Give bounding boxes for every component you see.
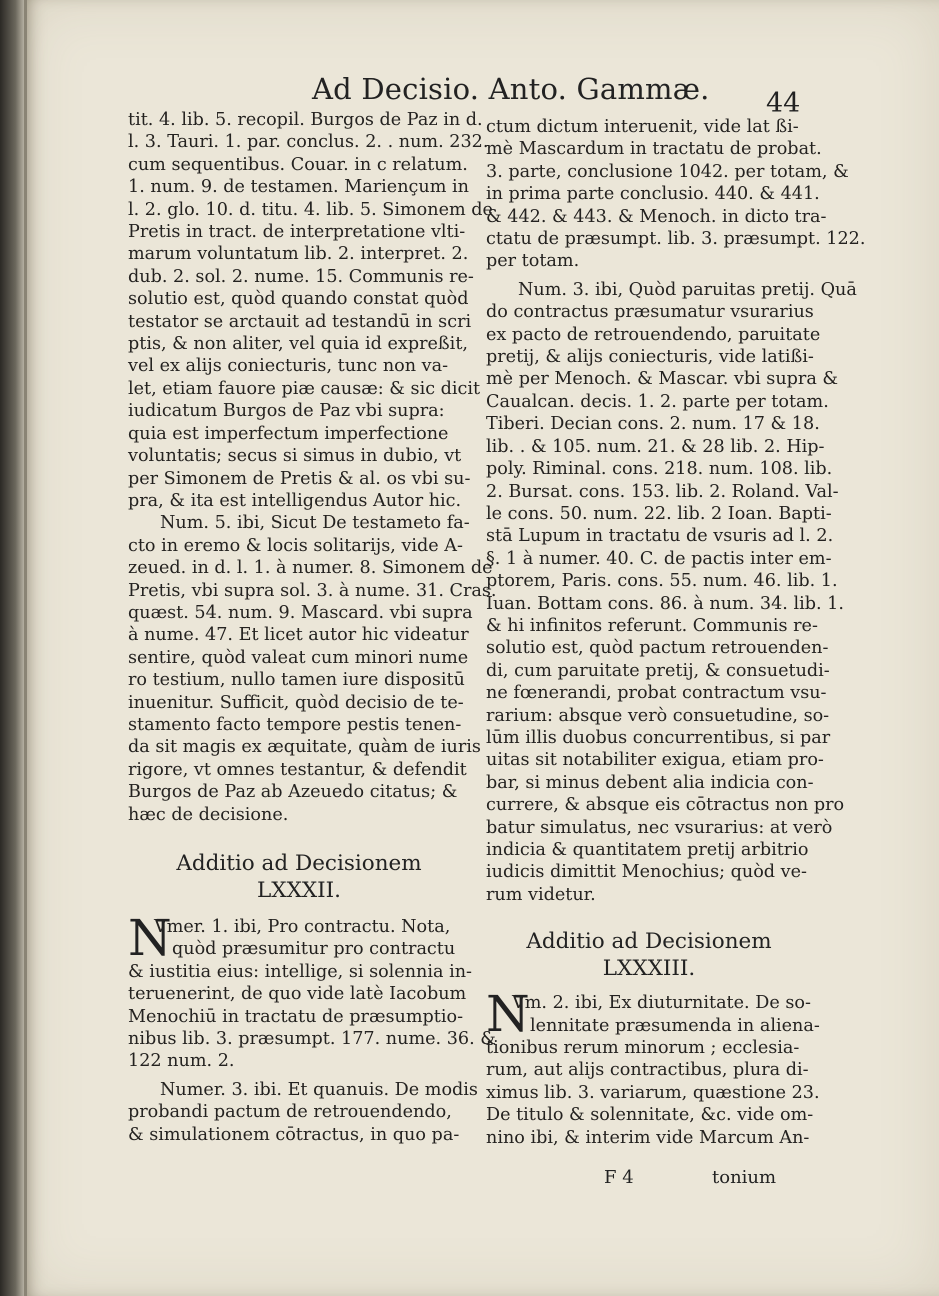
text-line: rarium: absque verò consuetudine, so- (486, 705, 830, 726)
section-number: LXXXIII. (602, 956, 696, 982)
text-line: & hi infinitos referunt. Communis re- (486, 615, 818, 636)
text-line: & iustitia eius: intellige, si solennia in- (128, 961, 472, 982)
text-line: rum, aut alijs contractibus, plura di- (486, 1060, 809, 1081)
text-line: Burgos de Paz ab Azeuedo citatus; & (128, 782, 458, 803)
text-line: nibus lib. 3. præsumpt. 177. nume. 36. & (128, 1029, 496, 1050)
text-line: mè per Menoch. & Mascar. vbi supra & (486, 369, 839, 390)
text-line: & 442. & 443. & Menoch. in dicto tra- (486, 206, 827, 227)
text-line: Vmer. 1. ibi, Pro contractu. Nota, (154, 917, 451, 937)
text-line: l. 2. glo. 10. d. titu. 4. lib. 5. Simonem de (128, 199, 493, 220)
text-line: Iuan. Bottam cons. 86. à num. 34. lib. 1. (486, 593, 844, 614)
text-line: iudicatum Burgos de Paz vbi supra: (128, 401, 445, 422)
section-title-line: Additio ad Decisionem (176, 851, 422, 876)
text-line: Num. 5. ibi, Sicut De testameto fa- (160, 513, 470, 534)
text-line: indicia & quantitatem pretij arbitrio (486, 840, 809, 860)
text-line: testator se arctauit ad testandū in scri (128, 311, 472, 332)
text-line: solutio est, quòd pactum retrouenden- (486, 638, 829, 659)
text-line: do contractus præsumatur vsurarius (486, 302, 814, 323)
text-line: quæst. 54. num. 9. Mascard. vbi supra (128, 602, 473, 623)
text-line: l. 3. Tauri. 1. par. conclus. 2. . num. 232. (128, 132, 489, 153)
section-title-lxxxiii (486, 928, 806, 982)
text-line: 2. Bursat. cons. 153. lib. 2. Roland. Val- (486, 481, 839, 502)
text-line: bar, si minus debent alia indicia con- (486, 772, 814, 793)
left-after-dropcap (128, 961, 496, 1073)
dropcap-letter: N (128, 909, 172, 967)
left-top-paragraph (128, 109, 493, 512)
signature-mark: F 4 (604, 1167, 634, 1188)
text-line: Pretis in tract. de interpretatione vlti- (128, 222, 466, 243)
text-line: sentire, quòd valeat cum minori nume (128, 647, 469, 668)
left-last-paragraph (128, 1079, 478, 1146)
right-mid-paragraph (486, 279, 857, 906)
text-line: le cons. 50. num. 22. lib. 2 Ioan. Bapti- (486, 503, 832, 524)
text-line: teruenerint, de quo vide latè Iacobum (128, 984, 467, 1005)
text-line: 1. num. 9. de testamen. Mariençum in (128, 177, 469, 198)
text-line: 122 num. 2. (128, 1051, 235, 1072)
text-line: let, etiam fauore piæ causæ: & sic dicit (128, 378, 481, 399)
right-top-paragraph (486, 116, 866, 273)
text-line: iudicis dimittit Menochius; quòd ve- (486, 862, 807, 883)
text-line: solutio est, quòd quando constat quòd (128, 289, 469, 310)
text-line: poly. Riminal. cons. 218. num. 108. lib. (486, 459, 833, 480)
text-line: Menochiū in tractatu de præsumptio- (128, 1006, 464, 1027)
text-line: Numer. 3. ibi. Et quanuis. De modis (160, 1079, 478, 1100)
page-number: 44 (766, 88, 801, 119)
text-line: quòd præsumitur pro contractu (172, 939, 456, 960)
page-edge (24, 0, 27, 1296)
text-line: per Simonem de Pretis & al. os vbi su- (128, 468, 471, 489)
text-line: per totam. (486, 251, 580, 272)
text-line: tit. 4. lib. 5. recopil. Burgos de Paz in d. (128, 110, 483, 130)
section-number: LXXXII. (256, 878, 342, 903)
text-line: De titulo & solennitate, &c. vide om- (486, 1105, 814, 1126)
text-line: ex pacto de retrouendendo, paruitate (486, 324, 821, 345)
text-line: di, cum paruitate pretij, & consuetudi- (486, 660, 830, 681)
running-head: Ad Decisio. Anto. Gammæ. (312, 72, 710, 106)
section-title-line: Additio ad Decisionem (526, 929, 772, 955)
text-line: ptis, & non aliter, vel quia id expreßit, (128, 334, 468, 355)
text-line: Pretis, vbi supra sol. 3. à nume. 31. Cras. (128, 580, 497, 601)
right-after-dropcap (486, 1037, 820, 1149)
text-line: lūm illis duobus concurrentibus, si par (486, 727, 831, 748)
text-line: in prima parte conclusio. 440. & 441. (486, 184, 820, 205)
text-line: tionibus rerum minorum ; ecclesia- (486, 1038, 800, 1059)
text-line: cto in eremo & locis solitarijs, vide A- (128, 535, 463, 556)
text-line: inuenitur. Sufficit, quòd decisio de te- (128, 692, 464, 713)
text-line: ptorem, Paris. cons. 55. num. 46. lib. 1. (486, 571, 838, 592)
text-line: §. 1 à numer. 40. C. de pactis inter em- (486, 548, 832, 569)
text-line: & simulationem cōtractus, in quo pa- (128, 1124, 460, 1145)
left-column (128, 109, 497, 1146)
text-line: currere, & absque eis cōtractus non pro (486, 795, 845, 816)
text-line: dub. 2. sol. 2. nume. 15. Communis re- (128, 266, 474, 287)
text-line: nino ibi, & interim vide Marcum An- (486, 1127, 810, 1148)
left-mid-paragraph (128, 512, 497, 826)
text-line: zeued. in d. l. 1. à numer. 8. Simonem de (128, 558, 493, 579)
catchword: tonium (712, 1167, 777, 1188)
text-line: Num. 3. ibi, Quòd paruitas pretij. Quā (518, 279, 857, 300)
text-line: da sit magis ex æquitate, quàm de iuris (128, 737, 481, 758)
text-line: à nume. 47. Et licet autor hic videatur (128, 625, 469, 646)
text-line: stā Lupum in tractatu de vsuris ad l. 2. (486, 526, 834, 547)
text-line: quia est imperfectum imperfectione (128, 423, 449, 444)
text-line: rigore, vt omnes testantur, & defendit (128, 759, 467, 780)
text-line: probandi pactum de retrouendendo, (128, 1102, 452, 1123)
text-line: ctatu de præsumpt. lib. 3. præsumpt. 122. (486, 229, 866, 250)
text-line: pretij, & alijs coniecturis, vide latißi- (486, 347, 814, 368)
text-line: Caualcan. decis. 1. 2. parte per totam. (486, 391, 829, 412)
text-line: uitas sit notabiliter exigua, etiam pro- (486, 750, 824, 771)
section-title-lxxxii (128, 850, 464, 904)
text-line: mè Mascardum in tractatu de probat. (486, 139, 822, 160)
text-line: rum videtur. (486, 884, 596, 905)
text-line: hæc de decisione. (128, 804, 289, 825)
dropcap-paragraph (486, 985, 820, 1044)
text-line: lennitate præsumenda in aliena- (530, 1015, 820, 1036)
text-line: marum voluntatum lib. 2. interpret. 2. (128, 244, 469, 265)
right-column (486, 116, 866, 1149)
text-line: pra, & ita est intelligendus Autor hic. (128, 490, 462, 511)
text-line: vel ex alijs coniecturis, tunc non va- (128, 356, 449, 377)
text-line: cum sequentibus. Couar. in c relatum. (128, 154, 468, 175)
text-line: Tiberi. Decian cons. 2. num. 17 & 18. (486, 414, 820, 435)
text-line: 3. parte, conclusione 1042. per totam, & (486, 161, 849, 182)
text-line: ro testium, nullo tamen iure dispositū (128, 670, 465, 691)
text-line: ctum dictum interuenit, vide lat ßi- (486, 117, 799, 137)
text-line: ne fœnerandi, probat contractum vsu- (486, 683, 827, 704)
text-line: lib. . & 105. num. 21. & 28 lib. 2. Hip- (486, 436, 825, 457)
text-line: stamento facto tempore pestis tenen- (128, 714, 462, 735)
dropcap-paragraph (128, 909, 464, 967)
text-line: ximus lib. 3. variarum, quæstione 23. (486, 1082, 820, 1103)
text-line: Vm. 2. ibi, Ex diuturnitate. De so- (512, 993, 811, 1014)
text-line: voluntatis; secus si simus in dubio, vt (128, 446, 462, 467)
dropcap-letter: N (486, 985, 530, 1044)
text-line: batur simulatus, nec vsurarius: at verò (486, 817, 833, 838)
